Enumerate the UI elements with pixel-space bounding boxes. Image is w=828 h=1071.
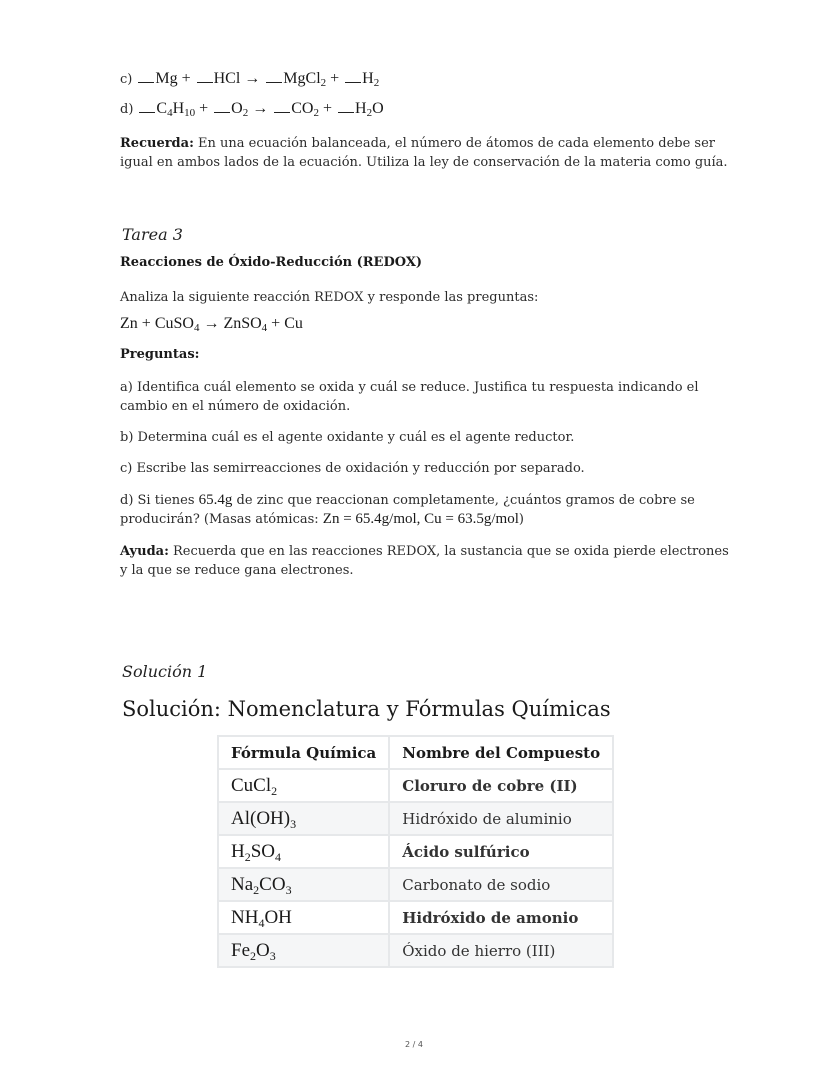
reminder-paragraph: Recuerda: En una ecuación balanceada, el número de átomos de cada elemento debe ser igual en ambos lados de la ecuación. Utiliza la ley de conservación de la materia como guía. [120,136,728,170]
section-heading: Reacciones de Óxido-Reducción (REDOX) [120,255,423,270]
formula-cell: $Fe_2O_3$ [218,934,389,967]
equation-d: d) $C_4H_{10} + O_2 \to CO_2 + H_2O$ [120,100,384,119]
help-label: Ayuda: [120,544,169,559]
question-a: a) Identifica cuál elemento se oxida y cuál se reduce. Justifica tu respuesta indicando el cambio en el número de oxidación. [120,380,699,414]
intro-text: Analiza la siguiente reacción REDOX y responde las preguntas: [120,290,539,305]
compounds-table [217,735,614,968]
page-number: 2 / 4 [405,1040,423,1049]
redox-reaction: Zn + CuSO$_4$ → ZnSO$_4$ + Cu [120,315,303,334]
column-header-formula: Fórmula Química [218,736,389,769]
task-label: Tarea 3 [122,225,183,244]
formula-cell: $Al(OH)_3$ [218,802,389,835]
equation-label: c) [120,72,133,87]
reminder-label: Recuerda: [120,136,194,151]
formula-cell: $Na_2CO_3$ [218,868,389,901]
formula-cell: $NH_4OH$ [218,901,389,934]
solution-label: Solución 1 [122,662,208,681]
formula-cell: $H_2SO_4$ [218,835,389,868]
table-row [218,868,613,901]
table-row [218,802,613,835]
name-cell: Cloruro de cobre (II) [389,769,613,802]
table-header-row [218,736,613,769]
name-cell: Hidróxido de amonio [389,901,613,934]
column-header-name: Nombre del Compuesto [389,736,613,769]
name-cell: Óxido de hierro (III) [389,934,613,967]
table-row [218,934,613,967]
equation-label: d) [120,102,134,117]
equation-c: c) Mg + HCl → MgCl$_2$ + $H_2$ [120,70,380,89]
question-c: c) Escribe las semirreacciones de oxidación y reducción por separado. [120,461,585,476]
name-cell: Hidróxido de aluminio [389,802,613,835]
formula-cell: CuCl$_2$ [218,769,389,802]
help-paragraph: Ayuda: Recuerda que en las reacciones REDOX, la sustancia que se oxida pierde electrones y la que se reduce gana electrones. [120,544,729,578]
question-d: d) Si tienes 65.4g de zinc que reaccionan completamente, ¿cuántos gramos de cobre se producirán? (Masas atómicas: Zn = 65.4g/mol, Cu = 63.5g/mol) [120,492,695,527]
table-row [218,769,613,802]
solution-heading: Solución: Nomenclatura y Fórmulas Químicas [122,697,611,721]
question-b: b) Determina cuál es el agente oxidante y cuál es el agente reductor. [120,430,575,445]
table-row [218,901,613,934]
name-cell: Carbonato de sodio [389,868,613,901]
questions-label: Preguntas: [120,347,200,362]
table-row [218,835,613,868]
name-cell: Ácido sulfúrico [389,835,613,868]
